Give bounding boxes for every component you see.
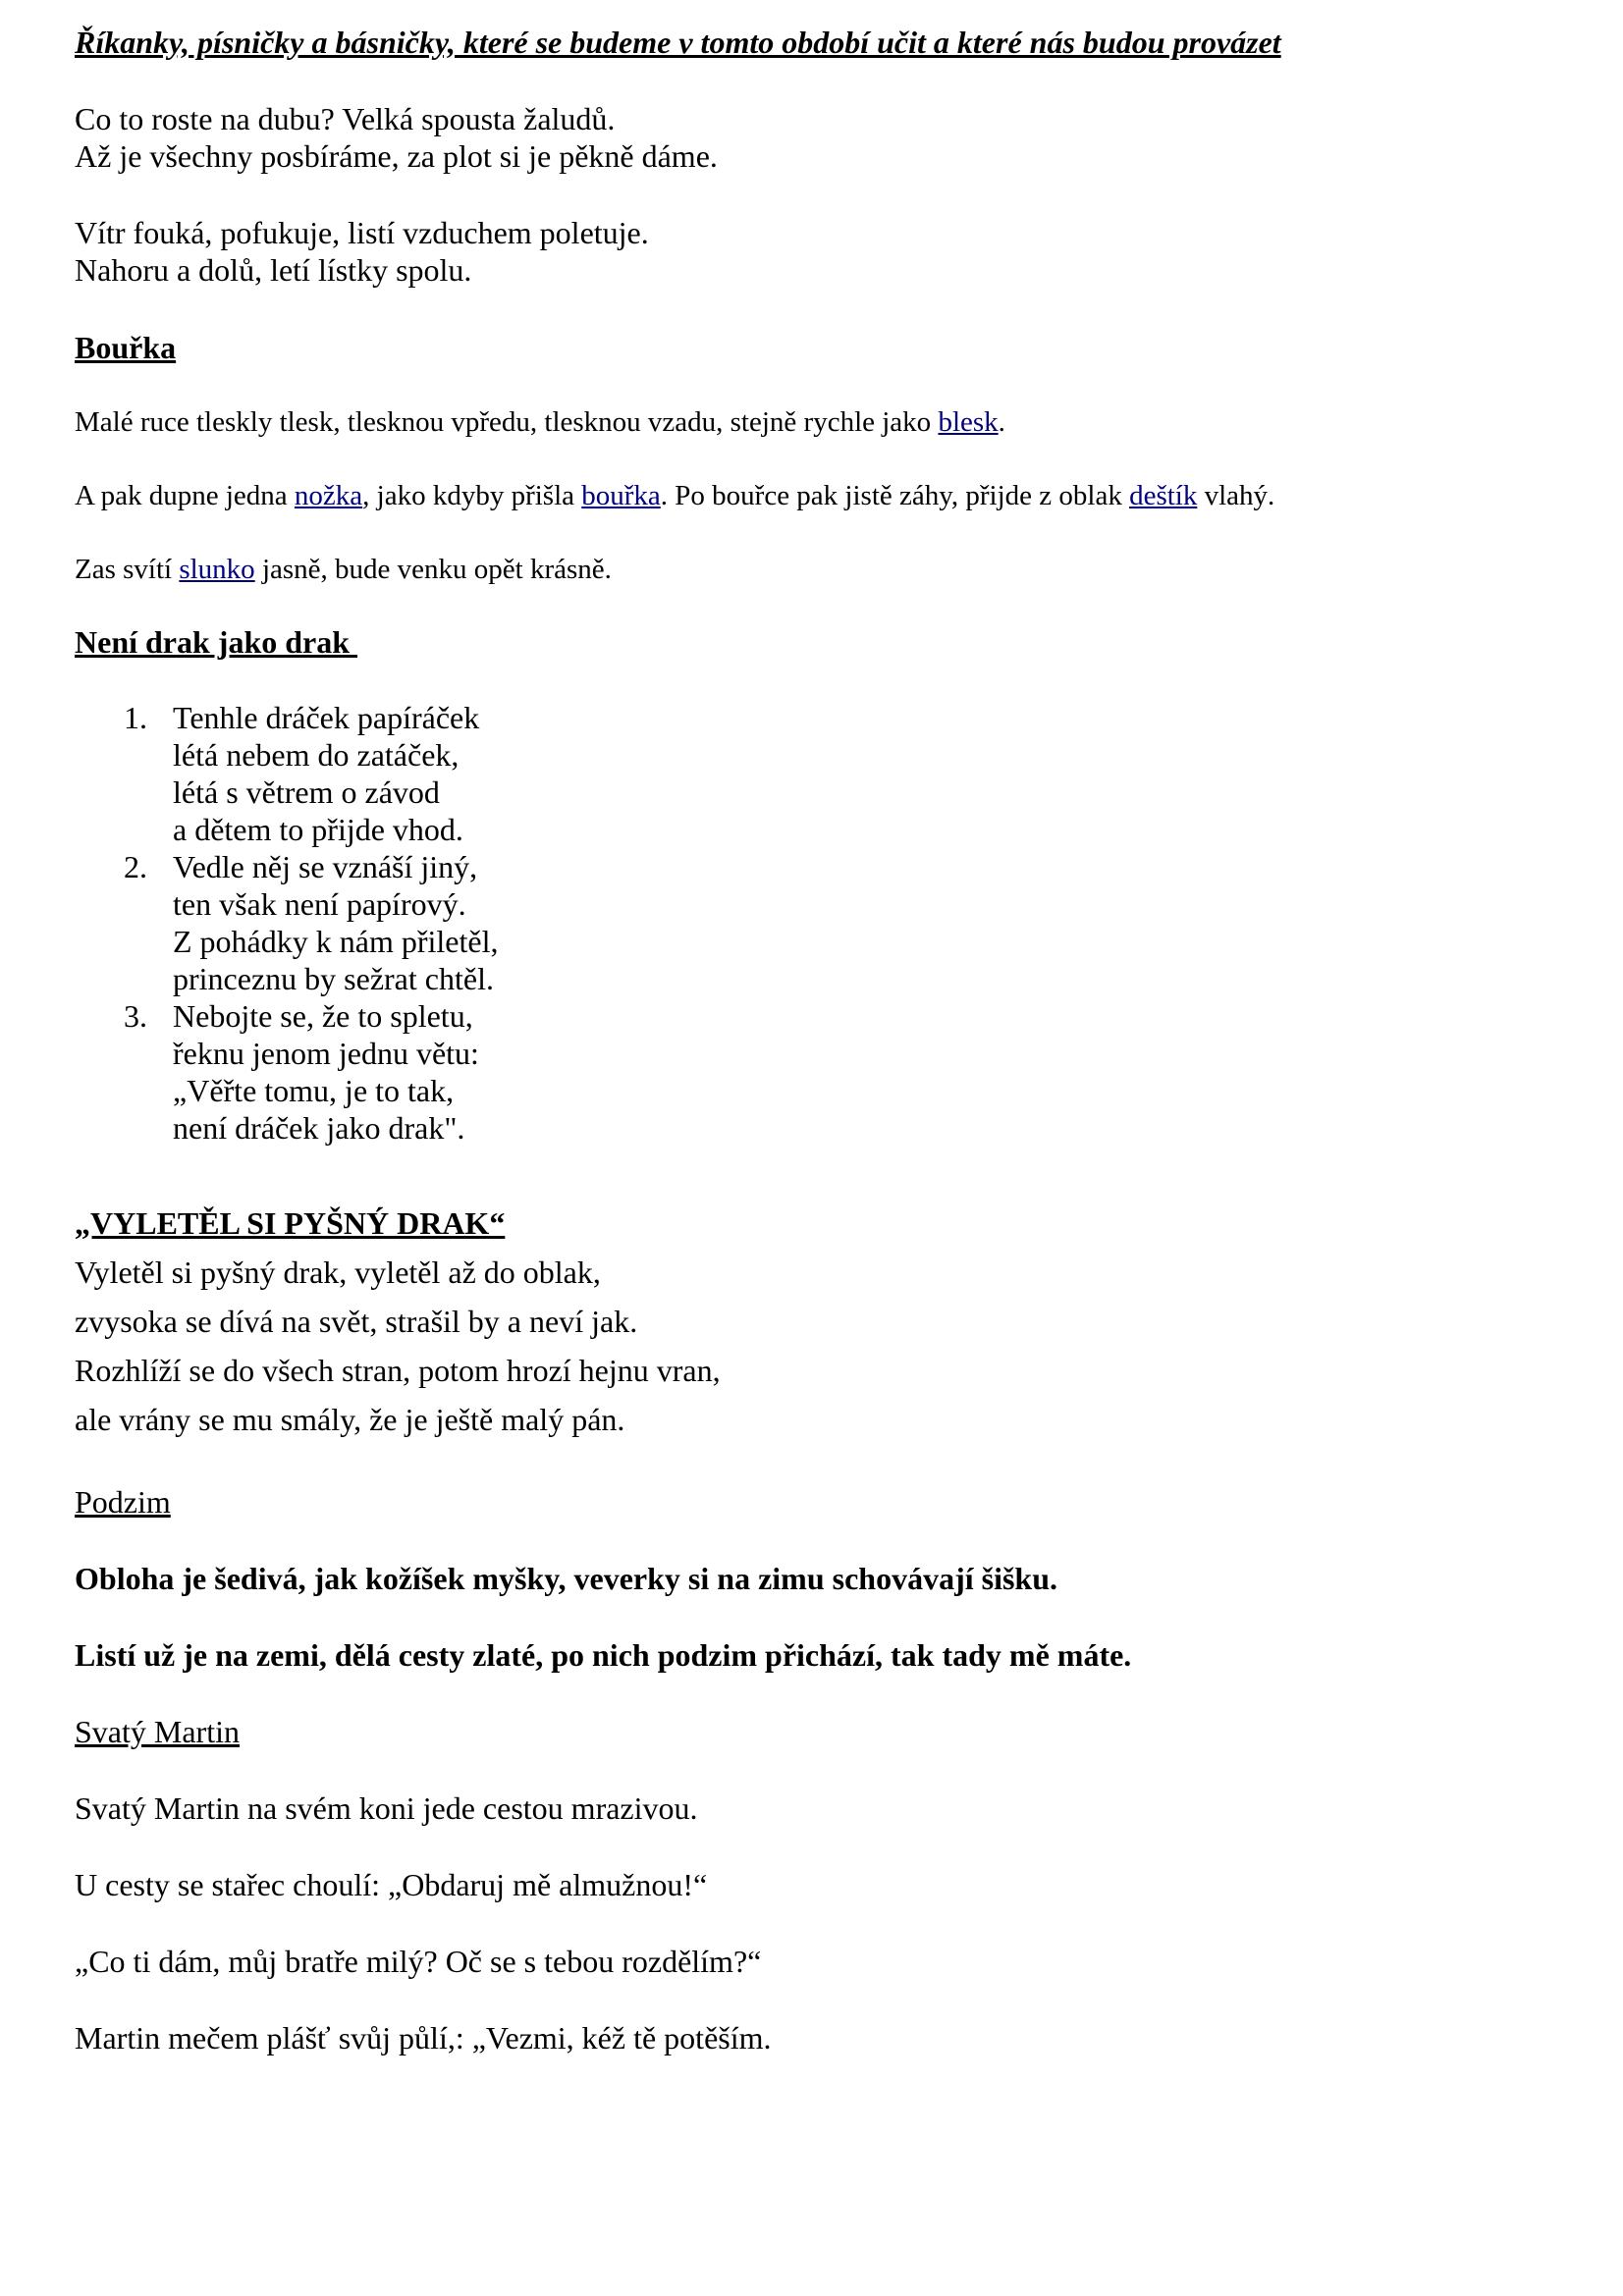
martin-line: „Co ti dám, můj bratře milý? Oč se s tebou rozdělím?“ (75, 1944, 762, 1979)
poem-line: Vyletěl si pyšný drak, vyletěl až do oblak, (75, 1255, 601, 1290)
verse-line: Tenhle dráček papíráček (173, 700, 480, 735)
rhyme-acorns (75, 100, 718, 175)
podzim-line: Obloha je šedivá, jak kožíšek myšky, veverky si na zimu schovávají šišku. (75, 1561, 1057, 1596)
text-run: jasně, bude venku opět krásně. (254, 554, 612, 585)
verse-number: 1. (124, 700, 147, 735)
poem-line: zvysoka se dívá na svět, strašil by a neví jak. (75, 1304, 638, 1339)
text-run: . Po bouřce pak jistě záhy, přijde z oblak (660, 480, 1130, 511)
verse-number: 3. (124, 998, 147, 1034)
section-heading-podzim: Podzim (75, 1484, 171, 1520)
section-heading-bourka: Bouřka (75, 330, 177, 365)
text-run: vlahý. (1197, 480, 1275, 511)
verse-line: řeknu jenom jednu větu: (173, 1036, 479, 1071)
drak-poem (75, 699, 498, 1147)
poem-line: Rozhlíží se do všech stran, potom hrozí hejnu vran, (75, 1353, 721, 1388)
text-run: Zas svítí (75, 554, 180, 585)
rhyme-line: Až je všechny posbíráme, za plot si je pěkně dáme. (75, 138, 718, 174)
verse-line: není dráček jako drak". (173, 1110, 465, 1146)
verse-line: létá s větrem o závod (173, 774, 440, 810)
link-nozka[interactable]: nožka (294, 480, 363, 511)
rhyme-line: Vítr fouká, pofukuje, listí vzduchem poletuje. (75, 215, 649, 250)
podzim-line: Listí už je na zemi, dělá cesty zlaté, po nich podzim přichází, tak tady mě máte. (75, 1637, 1132, 1673)
main-title: Říkanky, písničky a básničky, které se budeme v tomto období učit a které nás budou provázet (75, 25, 1281, 60)
martin-line: U cesty se stařec choulí: „Obdaruj mě almužnou!“ (75, 1867, 708, 1902)
rhyme-line: Co to roste na dubu? Velká spousta žaludů. (75, 101, 616, 136)
martin-line: Svatý Martin na svém koni jede cestou mrazivou. (75, 1790, 698, 1826)
bourka-paragraph (75, 406, 1005, 439)
verse-line: létá nebem do zatáček, (173, 737, 460, 773)
section-heading-drak: Není drak jako drak (75, 624, 358, 660)
verse-line: „Věřte tomu, je to tak, (173, 1073, 455, 1108)
link-destik[interactable]: deštík (1129, 480, 1198, 511)
text-run: Malé ruce tleskly tlesk, tlesknou vpředu, tlesknou vzadu, stejně rychle jako (75, 406, 939, 438)
link-blesk[interactable]: blesk (938, 406, 999, 438)
section-heading-martin: Svatý Martin (75, 1714, 240, 1749)
rhyme-line: Nahoru a dolů, letí lístky spolu. (75, 252, 472, 288)
verse-line: Vedle něj se vznáší jiný, (173, 849, 478, 884)
bourka-paragraph (75, 554, 612, 586)
verse-line: ten však není papírový. (173, 886, 466, 922)
poem-verse (75, 997, 498, 1147)
poem-line: ale vrány se mu smály, že je ještě malý pán. (75, 1402, 625, 1437)
text-run: . (998, 406, 1005, 438)
verse-line: princeznu by sežrat chtěl. (173, 961, 494, 996)
verse-line: a dětem to přijde vhod. (173, 812, 463, 847)
martin-line: Martin mečem plášť svůj půlí,: „Vezmi, kéž tě potěším. (75, 2020, 772, 2056)
text-run: A pak dupne jedna (75, 480, 295, 511)
poem-verse (75, 699, 498, 848)
poem-verse (75, 848, 498, 997)
verse-number: 2. (124, 849, 147, 884)
verse-line: Z pohádky k nám přiletěl, (173, 924, 499, 959)
section-heading-vyletel: „VYLETĚL SI PYŠNÝ DRAK“ (75, 1205, 506, 1241)
rhyme-wind (75, 214, 649, 289)
link-slunko[interactable]: slunko (179, 554, 255, 585)
verse-line: Nebojte se, že to spletu, (173, 998, 473, 1034)
text-run: , jako kdyby přišla (362, 480, 582, 511)
link-bourka[interactable]: bouřka (581, 480, 661, 511)
vyletel-poem (75, 1248, 721, 1444)
bourka-paragraph (75, 480, 1274, 512)
